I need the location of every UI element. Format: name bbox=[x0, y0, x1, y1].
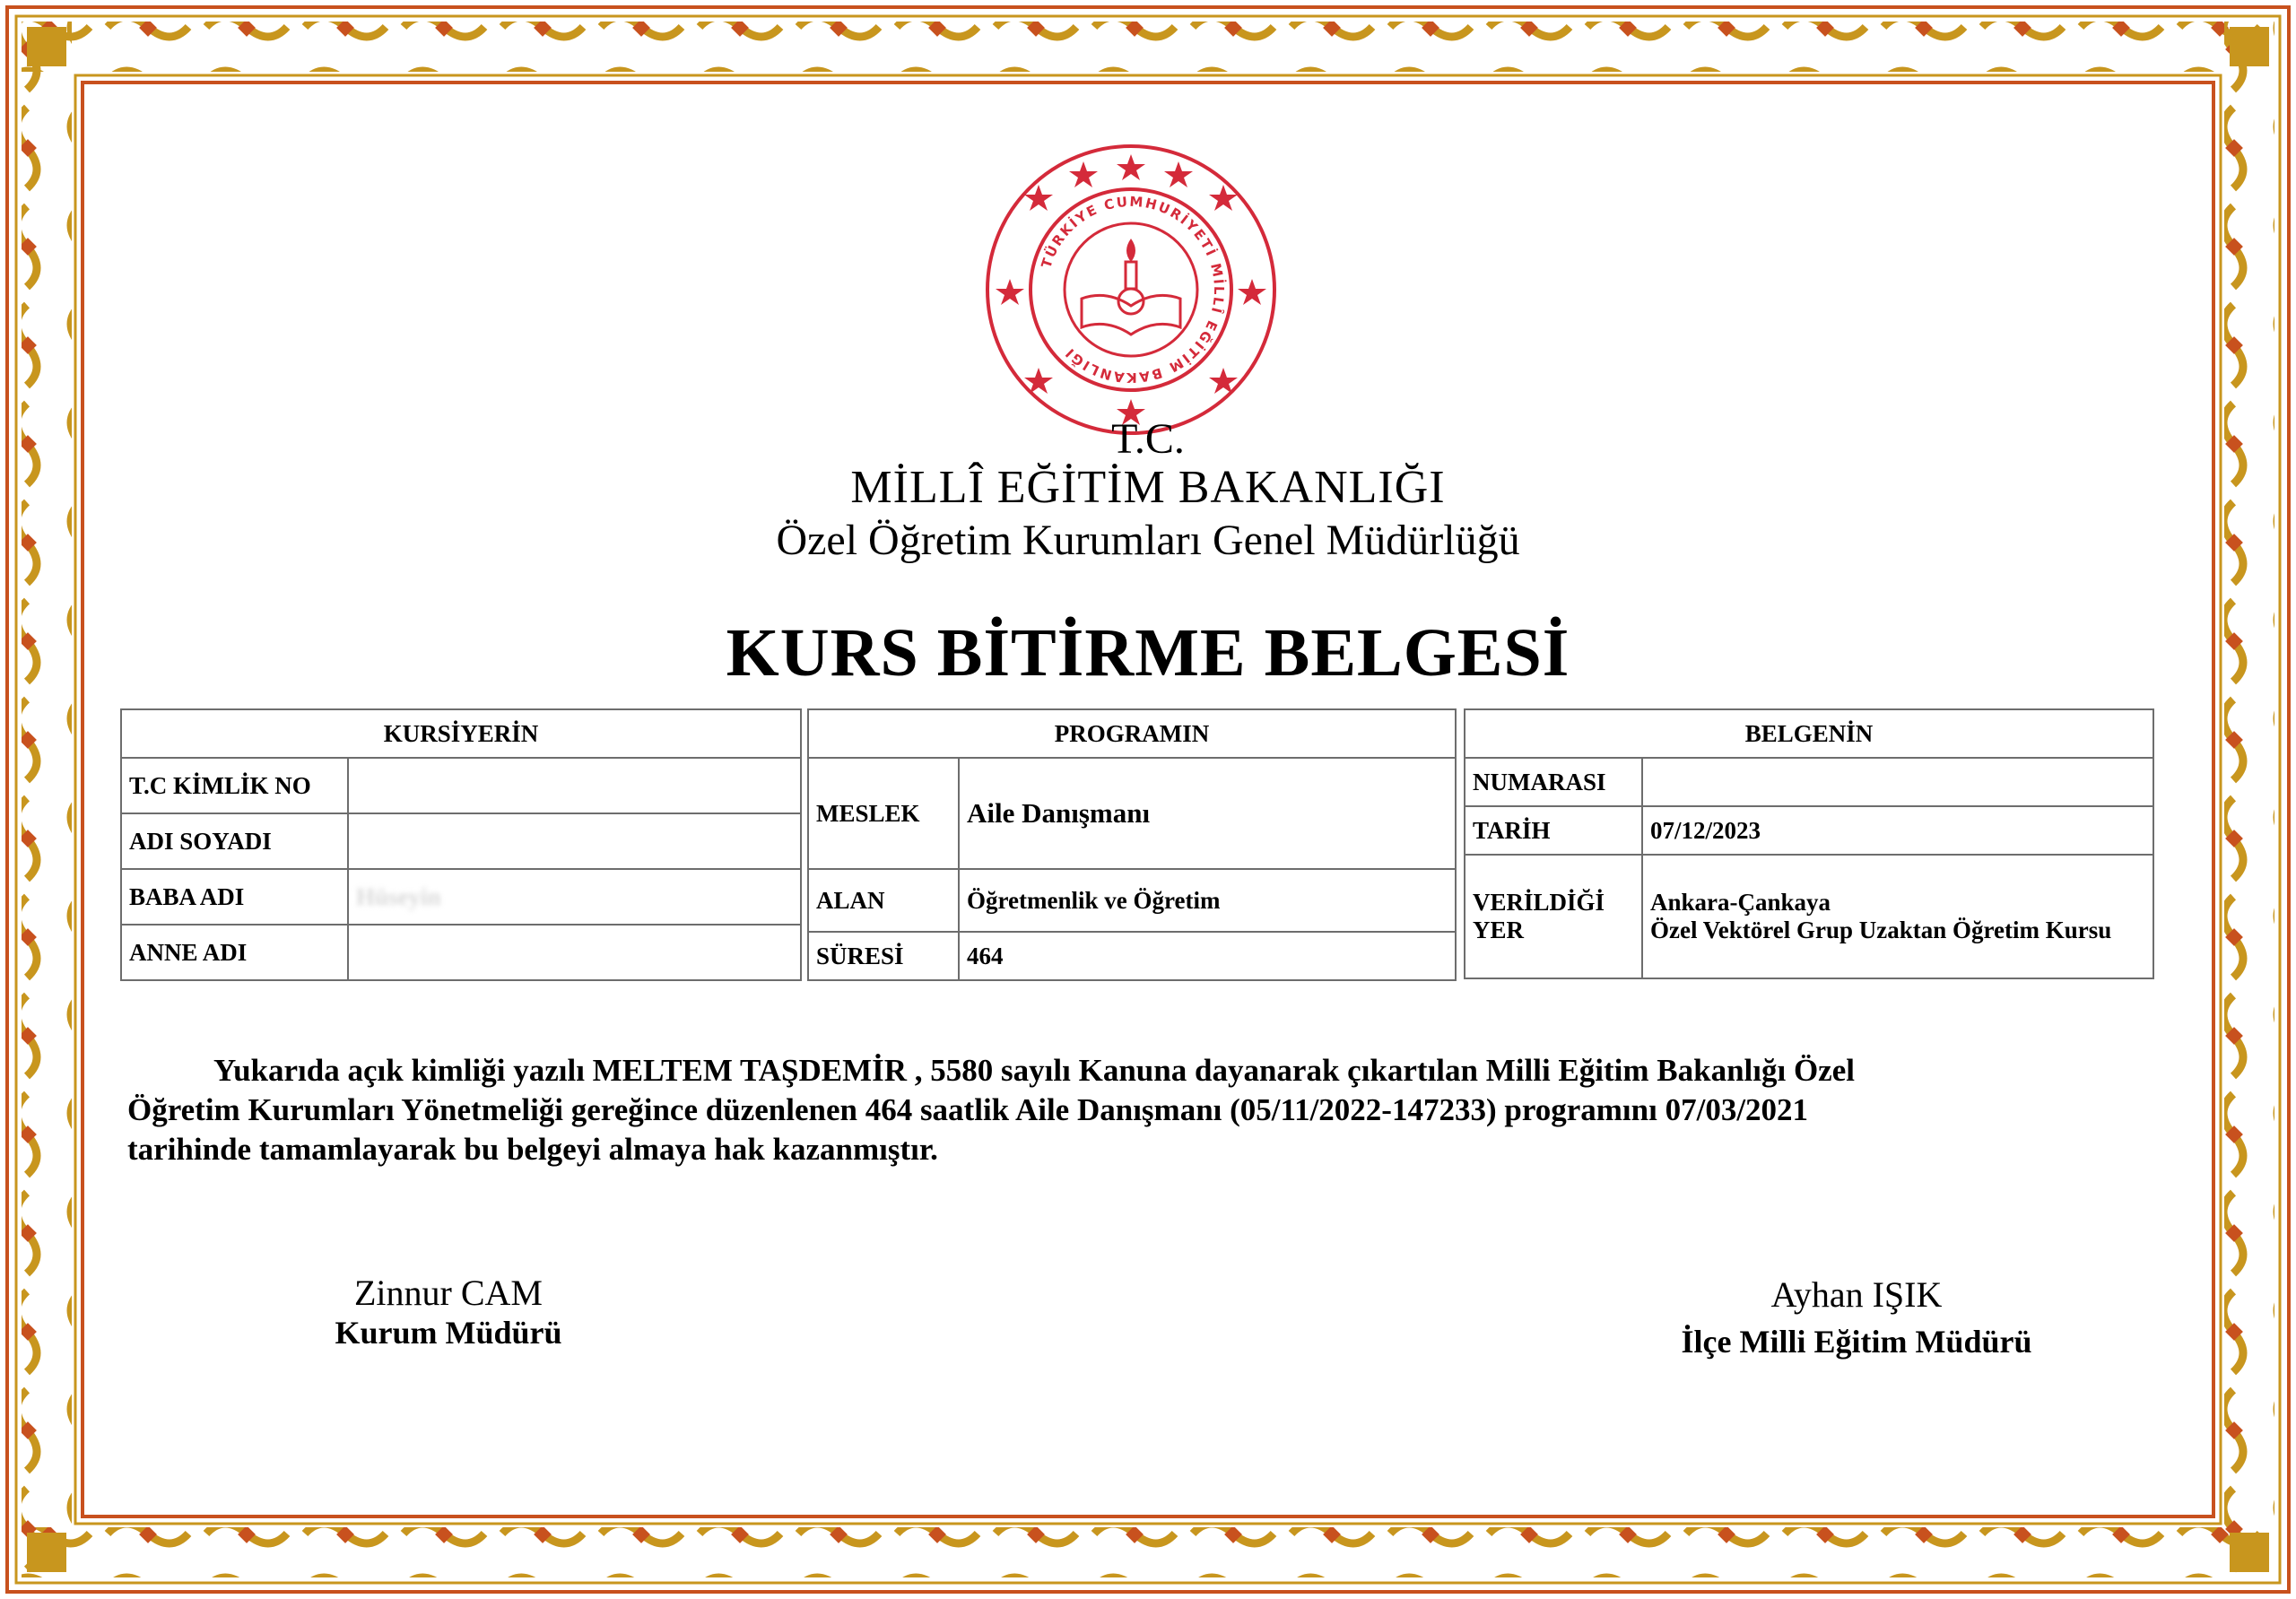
program-table bbox=[807, 708, 1457, 981]
yer-value-line2: Özel Vektörel Grup Uzaktan Öğretim Kursu bbox=[1650, 917, 2112, 943]
meslek-label: MESLEK bbox=[808, 758, 959, 869]
yer-label bbox=[1465, 855, 1642, 978]
certificate-title: KURS BİTİRME BELGESİ bbox=[726, 615, 1570, 691]
right-signature-title: İlçe Milli Eğitim Müdürü bbox=[1681, 1324, 2032, 1360]
alan-label: ALAN bbox=[808, 869, 959, 932]
header-tc: T.C. bbox=[1111, 415, 1185, 463]
tarih-value: 07/12/2023 bbox=[1642, 806, 2153, 855]
father-label: BABA ADI bbox=[121, 869, 348, 925]
numara-label: NUMARASI bbox=[1465, 758, 1642, 806]
meslek-value: Aile Danışmanı bbox=[959, 758, 1456, 869]
belge-table bbox=[1464, 708, 2154, 979]
right-signature bbox=[1614, 1273, 2099, 1360]
mother-label: ANNE ADI bbox=[121, 925, 348, 980]
left-signature-name: Zinnur CAM bbox=[354, 1273, 543, 1313]
alan-value: Öğretmenlik ve Öğretim bbox=[959, 869, 1456, 932]
program-heading: PROGRAMIN bbox=[808, 709, 1456, 758]
yer-value-line1: Ankara-Çankaya bbox=[1650, 889, 1831, 916]
header-ministry: MİLLÎ EĞİTİM BAKANLIĞI bbox=[850, 462, 1446, 513]
certificate-paragraph bbox=[127, 1051, 2190, 1169]
left-signature-title: Kurum Müdürü bbox=[335, 1315, 562, 1351]
header-directorate: Özel Öğretim Kurumları Genel Müdürlüğü bbox=[776, 517, 1520, 564]
kursiyer-heading: KURSİYERİN bbox=[121, 709, 801, 758]
sure-label: SÜRESİ bbox=[808, 932, 959, 980]
belge-heading: BELGENİN bbox=[1465, 709, 2153, 758]
tc-label: T.C KİMLİK NO bbox=[121, 758, 348, 813]
numara-value bbox=[1642, 758, 2153, 806]
paragraph-line-1: Yukarıda açık kimliği yazılı MELTEM TAŞDEMİR , 5580 sayılı Kanuna dayanarak çıkartılan Milli Eğitim Bakanlığı Özel bbox=[213, 1053, 1855, 1088]
yer-label-line2: YER bbox=[1473, 917, 1525, 943]
father-value: Hüseyin bbox=[348, 869, 801, 925]
ministry-seal-icon bbox=[983, 142, 1279, 438]
right-signature-name: Ayhan IŞIK bbox=[1770, 1274, 1943, 1315]
paragraph-line-2: Öğretim Kurumları Yönetmeliği gereğince düzenlenen 464 saatlik Aile Danışmanı (05/11/2022-147233) programını 07/03/2021 bbox=[127, 1092, 1809, 1127]
name-label: ADI SOYADI bbox=[121, 813, 348, 869]
paragraph-line-3: tarihinde tamamlayarak bu belgeyi almaya hak kazanmıştır. bbox=[127, 1132, 938, 1167]
tarih-label: TARİH bbox=[1465, 806, 1642, 855]
kursiyer-table bbox=[120, 708, 802, 981]
yer-value bbox=[1642, 855, 2153, 978]
left-signature bbox=[269, 1272, 628, 1351]
svg-text:TÜRKİYE CUMHURİYETİ MİLLÎ EĞİT: TÜRKİYE CUMHURİYETİ MİLLÎ EĞİTİM BAKANLIĞI bbox=[1038, 193, 1228, 387]
tc-value bbox=[348, 758, 801, 813]
sure-value: 464 bbox=[959, 932, 1456, 980]
mother-value bbox=[348, 925, 801, 980]
yer-label-line1: VERİLDİĞİ bbox=[1473, 889, 1605, 916]
name-value bbox=[348, 813, 801, 869]
